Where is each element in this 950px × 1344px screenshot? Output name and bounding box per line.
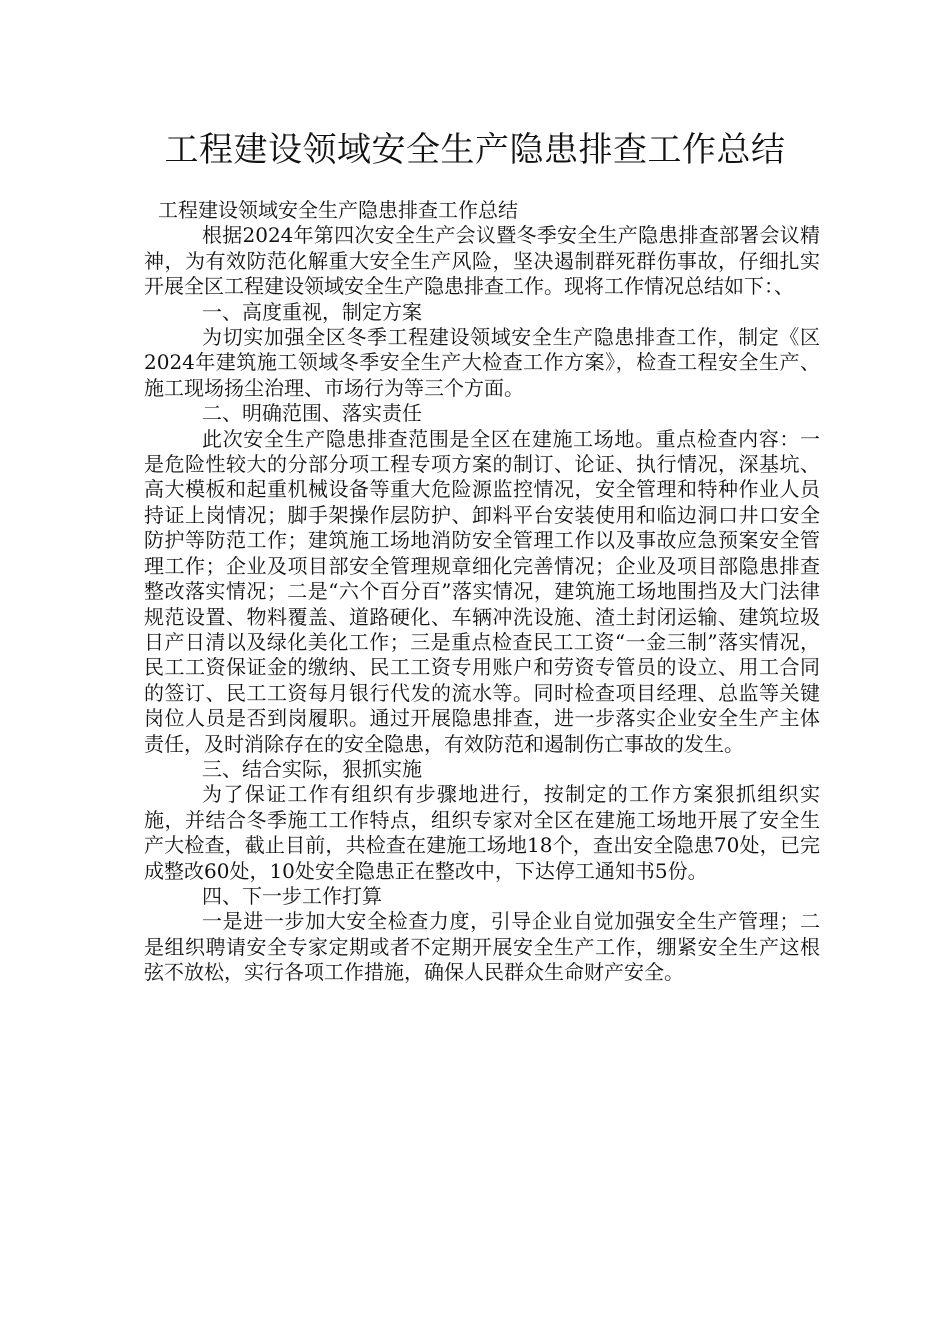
section-2-heading: 二、明确范围、落实责任: [202, 401, 422, 426]
document-title: 工程建设领域安全生产隐患排查工作总结: [164, 130, 786, 170]
document-subtitle: 工程建设领域安全生产隐患排查工作总结: [158, 198, 518, 222]
section-3-heading: 三、结合实际，狠抓实施: [202, 756, 422, 781]
section-2-paragraph: 此次安全生产隐患排查范围是全区在建施工场地。重点检查内容：一是危险性较大的分部分项工程专项方案的制订、论证、执行情况，深基坑、高大模板和起重机械设备等重大危险源监控情况，安全管理和特种作业人员持证上岗情况；脚手架操作层防护、卸料平台安装使用和临边洞口井口安全防护等防范工作；建筑施工场地消防安全管理工作以及事故应急预案安全管理工作；企业及项目部安全管理规章细化完善情况；企业及项目部隐患排查整改落实情况；二是“六个百分百”落实情况，建筑施工场地围挡及大门法律规范设置、物料覆盖、道路硬化、车辆冲洗设施、渣土封闭运输、建筑垃圾日产日清以及绿化美化工作；三是重点检查民工工资“一金三制”落实情况，民工工资保证金的缴纳、民工工资专用账户和劳资专管员的设立、用工合同的签订、民工工资每月银行代发的流水等。同时检查项目经理、总监等关键岗位人员是否到岗履职。通过开展隐患排查，进一步落实企业安全生产主体责任，及时消除存在的安全隐患，有效防范和遏制伤亡事故的发生。: [144, 426, 820, 756]
section-3-paragraph: 为了保证工作有组织有步骤地进行，按制定的工作方案狠抓组织实施，并结合冬季施工工作特点，组织专家对全区在建施工场地开展了安全生产大检查，截止目前，共检查在建施工场地18个，查出安全隐患70处，已完成整改60处，10处安全隐患正在整改中，下达停工通知书5份。: [144, 782, 820, 883]
section-4-heading: 四、下一步工作打算: [202, 883, 382, 908]
intro-paragraph: 根据2024年第四次安全生产会议暨冬季安全生产隐患排查部署会议精神，为有效防范化解重大安全生产风险，坚决遏制群死群伤事故，仔细扎实开展全区工程建设领域安全生产隐患排查工作。现将工作情况总结如下：、: [144, 223, 820, 299]
section-4-paragraph: 一是进一步加大安全检查力度，引导企业自觉加强安全生产管理；二是组织聘请安全专家定期或者不定期开展安全生产工作，绷紧安全生产这根弦不放松，实行各项工作措施，确保人民群众生命财产安全。: [144, 909, 820, 985]
section-1-paragraph: 为切实加强全区冬季工程建设领域安全生产隐患排查工作，制定《区2024年建筑施工领域冬季安全生产大检查工作方案》，检查工程安全生产、施工现场扬尘治理、市场行为等三个方面。: [144, 325, 820, 400]
document-body: [144, 198, 820, 986]
section-1-heading: 一、高度重视，制定方案: [202, 299, 422, 324]
